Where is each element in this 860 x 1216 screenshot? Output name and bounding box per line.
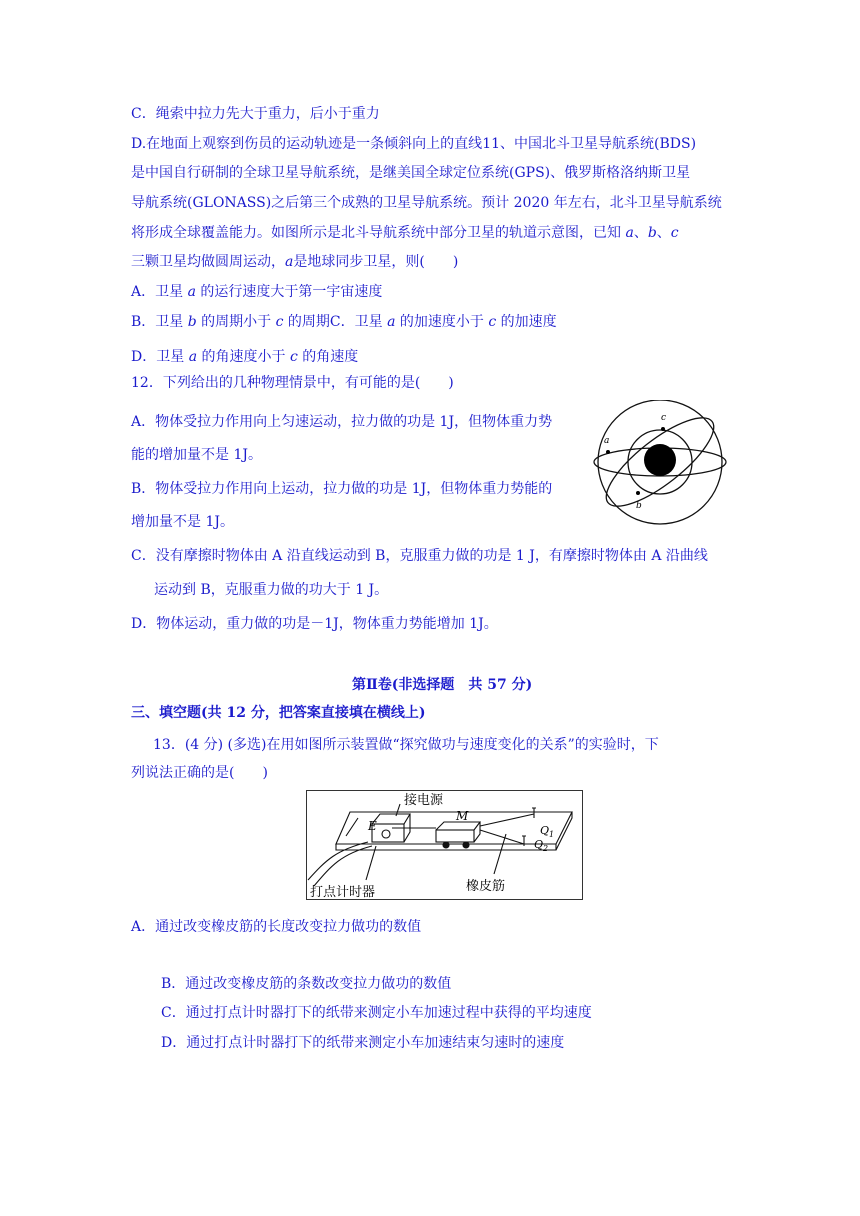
earth — [644, 444, 676, 476]
label-b: b — [636, 501, 642, 511]
var-b: b — [187, 314, 197, 330]
q13-option-d: D．通过打点计时器打下的纸带来测定小车加速结束匀速时的速度 — [161, 1035, 565, 1051]
var-c: c — [289, 349, 298, 365]
q11-option-a-post: 的运行速度大于第一宇宙速度 — [200, 284, 383, 300]
q12-stem: 12．下列给出的几种物理情景中，有可能的是( ) — [131, 375, 454, 391]
label-timer: 打点计时器 — [310, 885, 376, 900]
q11-stem-line5-text: 三颗卫星均做圆周运动， — [131, 254, 285, 270]
q11-stem-line4 — [131, 224, 679, 242]
q13-option-b: B．通过改变橡皮筋的条数改变拉力做功的数值 — [161, 976, 452, 992]
part3-heading: 三、填空题(共 12 分，把答案直接填在横线上) — [131, 705, 426, 721]
cart-wheel-1 — [443, 842, 449, 848]
q12-option-a-line2: 能的增加量不是 1J。 — [131, 447, 262, 463]
q12-option-c-line2: 运动到 B，克服重力做的功大于 1 J。 — [154, 582, 389, 598]
label-a: a — [604, 436, 610, 446]
q13-stem-line1: 13．(4 分) (多选)在用如图所示装置做“探究做功与速度变化的关系”的实验时，下 — [153, 737, 659, 753]
var-a: a — [387, 314, 396, 330]
q11-number: 11、 — [482, 136, 515, 152]
q12-option-b-line2: 增加量不是 1J。 — [131, 514, 234, 530]
q11-option-a — [131, 283, 382, 301]
label-q1: $Q_1$ — [540, 824, 555, 839]
q10-option-d: D.在地面上观察到伤员的运动轨迹是一条倾斜向上的直线 — [131, 136, 483, 152]
q11-stem-line5-end: 是地球同步卫星，则( ) — [293, 254, 459, 270]
apparatus-diagram — [306, 790, 583, 900]
var-a: a — [625, 225, 634, 241]
q11-stem-line5 — [131, 253, 458, 271]
q13-stem-line2: 列说法正确的是( ) — [131, 765, 268, 781]
var-c: c — [670, 225, 679, 241]
label-power: 接电源 — [404, 793, 444, 808]
var-a: a — [187, 284, 196, 300]
q11-option-d-pre: D．卫星 — [131, 349, 185, 365]
var-a: a — [188, 349, 198, 365]
var-c: c — [488, 314, 497, 330]
label-band: 橡皮筋 — [466, 879, 506, 894]
q12-option-a-line1: A．物体受拉力作用向上匀速运动，拉力做的功是 1J，但物体重力势 — [131, 414, 553, 430]
q13-option-c: C．通过打点计时器打下的纸带来测定小车加速过程中获得的平均速度 — [161, 1005, 592, 1021]
var-b: b — [647, 225, 657, 241]
q11-option-c-mid: 的加速度小于 — [399, 314, 484, 330]
q11-stem-line2: 是中国自行研制的全球卫星导航系统，是继美国全球定位系统(GPS)、俄罗斯格洛纳斯卫星 — [131, 165, 691, 181]
q11-option-b-post: 的周期 — [287, 314, 330, 330]
satellite-orbit-diagram — [588, 400, 740, 532]
sep-2: 、 — [656, 225, 671, 241]
section-title: 第Ⅱ卷(非选择题 共 57 分) — [352, 677, 533, 693]
q11-option-d-mid: 的角速度小于 — [201, 349, 286, 365]
label-e: E — [368, 819, 377, 833]
sep-1: 、 — [633, 225, 648, 241]
q10-option-c: C．绳索中拉力先大于重力，后小于重力 — [131, 106, 380, 122]
var-c: c — [275, 314, 284, 330]
q11-option-a-pre: A．卫星 — [131, 284, 184, 300]
q11-option-d — [131, 348, 358, 366]
q11-option-d-post: 的角速度 — [302, 349, 359, 365]
q11-option-c-post: 的加速度 — [500, 314, 557, 330]
q12-option-b-line1: B．物体受拉力作用向上运动，拉力做的功是 1J，但物体重力势能的 — [131, 481, 553, 497]
q10-option-d-and-q11-start — [131, 135, 696, 153]
label-q2: $Q_2$ — [534, 838, 549, 853]
q11-option-c-pre: C．卫星 — [329, 314, 383, 330]
satellite-b-dot — [636, 491, 640, 495]
q11-stem-line4-text: 将形成全球覆盖能力。如图所示是北斗导航系统中部分卫星的轨道示意图，已知 — [131, 225, 621, 241]
label-c: c — [661, 413, 667, 423]
label-m: M — [456, 809, 469, 823]
q11-stem-line3: 导航系统(GLONASS)之后第三个成熟的卫星导航系统。预计 2020 年左右，北斗卫星导航系统 — [131, 195, 722, 211]
satellite-a-dot — [606, 450, 610, 454]
q12-option-c-line1: C．没有摩擦时物体由 A 沿直线运动到 B，克服重力做的功是 1 J，有摩擦时物体由 A 沿曲线 — [131, 548, 708, 564]
q13-option-a: A．通过改变橡皮筋的长度改变拉力做功的数值 — [131, 919, 422, 935]
q11-stem-line1: 中国北斗卫星导航系统(BDS) — [514, 136, 697, 152]
satellite-c-dot — [661, 427, 665, 431]
var-a: a — [285, 254, 294, 270]
q11-option-b-mid: 的周期小于 — [201, 314, 272, 330]
q11-option-bc — [131, 313, 557, 331]
q11-option-b-pre: B．卫星 — [131, 314, 184, 330]
q12-option-d: D．物体运动，重力做的功是－1J，物体重力势能增加 1J。 — [131, 616, 498, 632]
cart-wheel-2 — [463, 842, 469, 848]
